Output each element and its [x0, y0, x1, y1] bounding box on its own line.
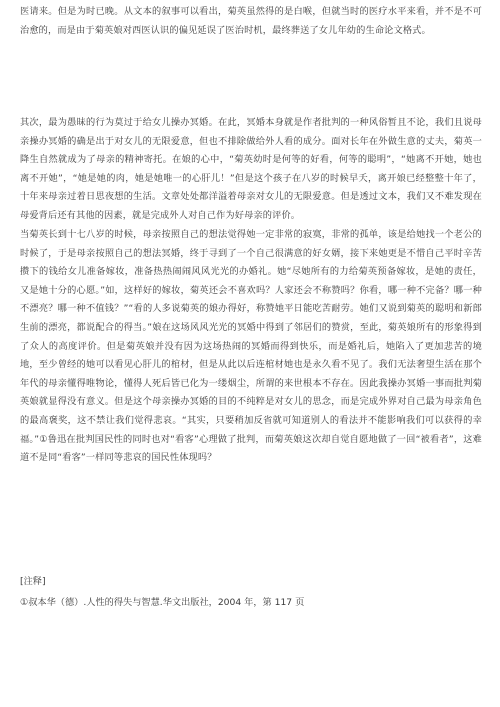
notes-heading: [注释] [20, 576, 46, 587]
paragraph-3: 当菊英长到十七八岁的时候，母亲按照自己的想法觉得她一定非常的寂寞，非常的孤单，该是给她找一个老公的时候了，于是母亲按照自己的想法冥婚，终于寻到了一个自己很满意的好女婿，接下来她更是不惜自己平时辛苦攒下的钱给女儿准备嫁妆，准备热热闹闹风风光光的办婚礼。她“尽她所有的力给菊英预备嫁妆，是她的责任，又是她十分的心愿。”如，这样好的嫁妆，菊英还会不喜欢吗？人家还会不称赞吗？你看，哪一种不完备？哪一种不漂亮？哪一种不值钱？”“看的人多说菊英的娘办得好，称赞她平日能吃苦耐劳。她们又说到菊英的聪明和新郎生前的漂亮，都说配合的得当。”娘在这场风风光光的冥婚中得到了邻居们的赞赏，至此，菊英娘所有的形象得到了众人的高度评价。但是菊英娘并没有因为这场热闹的冥婚而得到快乐，而是婚礼后，她陷入了更加悲苦的境地，至少曾经的她可以看见心肝儿的棺材，但是从此以后连棺材她也是永久看不见了。我们无法奢望生活在那个年代的母亲懂得唯物论，懂得人死后皆已化为一缕烟尘，所谓的来世根本不存在。因此我操办冥婚一事而批判菊英娘就显得没有意义。但是这个母亲操办冥婚的目的不纯粹是对女儿的思念，而是完成外界对自己最为母亲角色的最高褒奖，这不禁让我们觉得悲哀。“其实，只要稍加反省就可知道别人的看法并不能影响我们可以获得的幸福。”①鲁迅在批判国民性的同时也对“看客”心理做了批判，而菊英娘这次却自觉自愿地做了一回“被看者”，这难道不是同“看客”一样同等悲哀的国民性体现吗？ [20, 229, 482, 464]
footnote-1: ①叔本华（德）.人性的得失与智慧.华文出版社，2004 年，第 117 页 [20, 597, 305, 608]
paragraph-1: 医请来。但是为时已晚。从文本的叙事可以看出，菊英虽然得的是白喉，但就当时的医疗水平来看，并不是不可治愈的，而是由于菊英娘对西医认识的偏见延误了医治时机，最终葬送了女儿年幼的生命论文格式。 [20, 6, 482, 36]
paragraph-2: 其次，最为愚昧的行为莫过于给女儿操办冥婚。在此，冥婚本身就是作者批判的一种风俗暂且不论，我们且说母亲操办冥婚的确是出于对女儿的无限爱意，但也不排除做给外人看的成分。面对长年在外做生意的丈夫，菊英一降生自然就成为了母亲的精神寄托。在娘的心中，“菊英幼时是何等的好看，何等的聪明”，“她离不开她，她也离不开她”，“她是她的肉，她是她唯一的心肝儿！”但是这个孩子在八岁的时候早夭，离开娘已经整整十年了，十年来母亲过着日思夜想的生活。文章处处都洋溢着母亲对女儿的无限爱意。但是透过文本，我们又不难发现在母爱背后还有其他的因素，就是完成外人对自己作为好母亲的评价。 [20, 117, 482, 221]
